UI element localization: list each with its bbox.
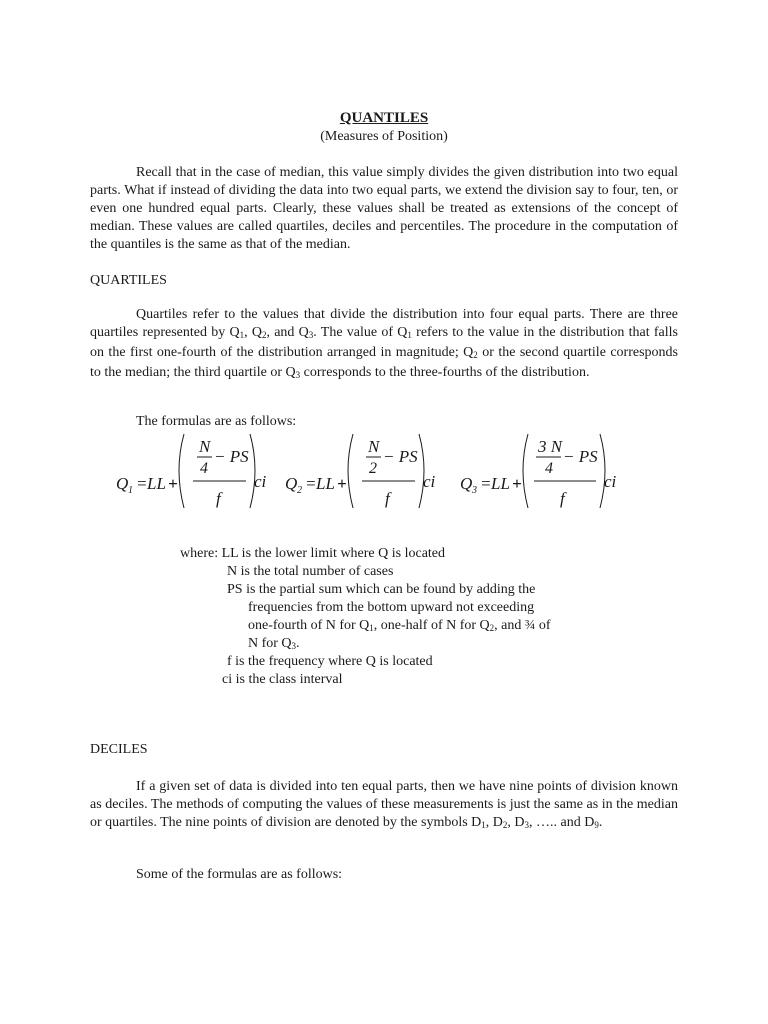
svg-text:2: 2 (297, 485, 302, 496)
page-subtitle: (Measures of Position) (320, 129, 448, 144)
svg-text:4: 4 (200, 460, 208, 477)
svg-text:=: = (480, 474, 492, 493)
where-f: f is the frequency where Q is located (227, 654, 433, 669)
where-ci: ci is the class interval (222, 672, 343, 687)
svg-text:+: + (337, 474, 347, 493)
svg-text:Q: Q (460, 474, 473, 493)
svg-text:LL: LL (491, 474, 510, 493)
svg-text:ci: ci (423, 472, 436, 491)
svg-text:4: 4 (545, 460, 553, 477)
svg-text:=: = (305, 474, 317, 493)
where-ps-cont3: N for $Q_3$. (248, 636, 300, 651)
where-ps-cont2: one-fourth of N for $Q_1$, one-half of N for $Q_2$, and ¾ of (248, 618, 551, 633)
svg-text:3 N: 3 N (538, 437, 563, 456)
svg-text:ci: ci (254, 472, 267, 491)
svg-text:f: f (385, 489, 390, 508)
where-ps: PS is the partial sum which can be found by adding the (227, 582, 536, 597)
formula-q1 (116, 434, 267, 508)
where-ps-cont1: frequencies from the bottom upward not exceeding (248, 600, 535, 615)
svg-text:1: 1 (128, 485, 133, 496)
svg-text:N: N (368, 437, 380, 456)
svg-text:− PS: − PS (383, 447, 418, 466)
svg-text:3: 3 (472, 485, 477, 496)
quartiles-heading: QUARTILES (90, 273, 167, 288)
deciles-heading: DECILES (90, 742, 148, 757)
svg-text:2: 2 (369, 460, 377, 477)
svg-text:LL: LL (147, 474, 166, 493)
svg-text:f: f (216, 489, 221, 508)
svg-text:f: f (560, 489, 565, 508)
quartile-formulas (100, 428, 660, 513)
svg-text:ci: ci (604, 472, 617, 491)
svg-text:− PS: − PS (563, 447, 598, 466)
quartiles-paragraph: Quartiles refer to the values that divide the distribution into four equal parts. There are three quartiles represented by $Q_1$, $Q_2$, and $Q_3$. The value of $Q_1$ refers to the value in the distribution that falls on the first one-fourth of the distribution arranged in magnitude; $Q_2$ or the second quartile corresponds to the median; the third quartile or $Q_3$ corresponds to the three-fourths of the distribution. (90, 307, 678, 380)
where-ll: where: LL is the lower limit where Q is located (180, 546, 446, 561)
deciles-paragraph: If a given set of data is divided into ten equal parts, then we have nine points of division known as deciles. The methods of computing the values of these measurements is just the same as in the median or quartiles. The nine points of division are denoted by the symbols $D_1$, $D_2$, $D_3$, ….. and $D_9$. (90, 779, 678, 830)
svg-text:Q: Q (116, 474, 129, 493)
svg-text:Q: Q (285, 474, 298, 493)
svg-text:+: + (512, 474, 522, 493)
svg-text:N: N (199, 437, 211, 456)
where-n: N is the total number of cases (227, 564, 394, 579)
svg-text:+: + (168, 474, 178, 493)
formula-q3 (460, 434, 617, 508)
intro-paragraph: Recall that in the case of median, this value simply divides the given distribution into two equal parts. What if instead of dividing the data into two equal parts, we extend the division say to four, ten, or even one hundred equal parts. Clearly, these values shall be treated as extensions of the concept of median. These values are called quartiles, deciles and percentiles. The procedure in the computation of the quantiles is the same as that of the median. (90, 165, 678, 252)
formulas-intro: The formulas are as follows: (136, 414, 297, 429)
deciles-formulas-intro: Some of the formulas are as follows: (136, 867, 343, 882)
svg-text:− PS: − PS (214, 447, 249, 466)
formula-q2 (285, 434, 436, 508)
page-title: QUANTILES (339, 110, 429, 126)
svg-text:=: = (136, 474, 148, 493)
svg-text:LL: LL (316, 474, 335, 493)
